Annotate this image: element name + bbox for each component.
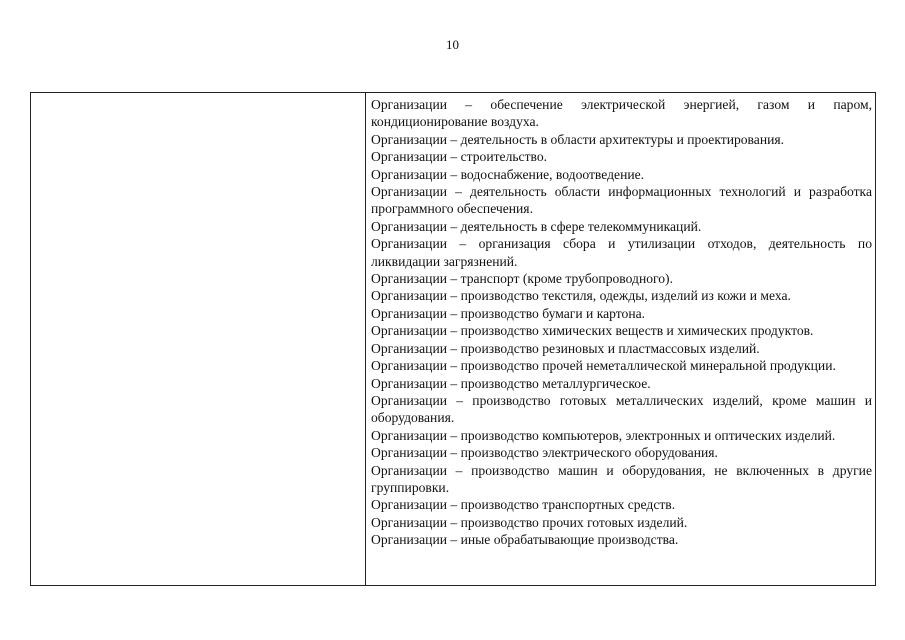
page-number: 10 — [446, 37, 459, 52]
list-item: Организации – производство металлургическое. — [371, 375, 651, 391]
list-item: Организации – деятельность в области архитектуры и проектирования. — [371, 131, 785, 147]
right-cell — [366, 93, 876, 586]
list-item: Организации – производство готовых металлических изделий, кроме машин и оборудования. — [371, 392, 872, 426]
list-item: Организации – производство прочей неметаллической минеральной продукции. — [371, 358, 836, 374]
list-item: Организации – производство электрического оборудования. — [371, 445, 718, 461]
list-item: Организации – водоснабжение, водоотведение. — [371, 166, 645, 182]
table-row — [31, 93, 876, 586]
list-item: Организации – деятельность области информационных технологий и разработка программного обеспечения. — [371, 184, 872, 217]
list-item: Организации – производство машин и оборудования, не включенных в другие группировки. — [371, 462, 872, 495]
list-item: Организации – транспорт (кроме трубопроводного). — [371, 271, 673, 287]
list-item: Организации – производство компьютеров, электронных и оптических изделий. — [371, 427, 836, 443]
list-item: Организации – производство текстиля, одежды, изделий из кожи и меха. — [371, 288, 791, 304]
list-item: Организации – производство транспортных средств. — [371, 497, 676, 513]
organization-list — [366, 93, 875, 549]
left-cell-text — [31, 93, 365, 96]
left-cell — [31, 93, 366, 586]
organizations-table — [30, 92, 876, 586]
list-item: Организации – обеспечение электрической энергией, газом и паром, кондиционирование воздуха. — [371, 97, 872, 130]
list-item: Организации – производство прочих готовых изделий. — [371, 514, 688, 530]
list-item: Организации – строительство. — [371, 149, 548, 165]
list-item: Организации – производство бумаги и картона. — [371, 305, 646, 321]
list-item: Организации – производство химических веществ и химических продуктов. — [371, 323, 814, 339]
list-item: Организации – производство резиновых и пластмассовых изделий. — [371, 340, 760, 356]
list-item: Организации – организация сбора и утилизации отходов, деятельность по ликвидации загрязнений. — [371, 236, 872, 269]
list-item: Организации – деятельность в сфере телекоммуникаций. — [371, 218, 702, 234]
list-item: Организации – иные обрабатывающие производства. — [371, 532, 679, 548]
